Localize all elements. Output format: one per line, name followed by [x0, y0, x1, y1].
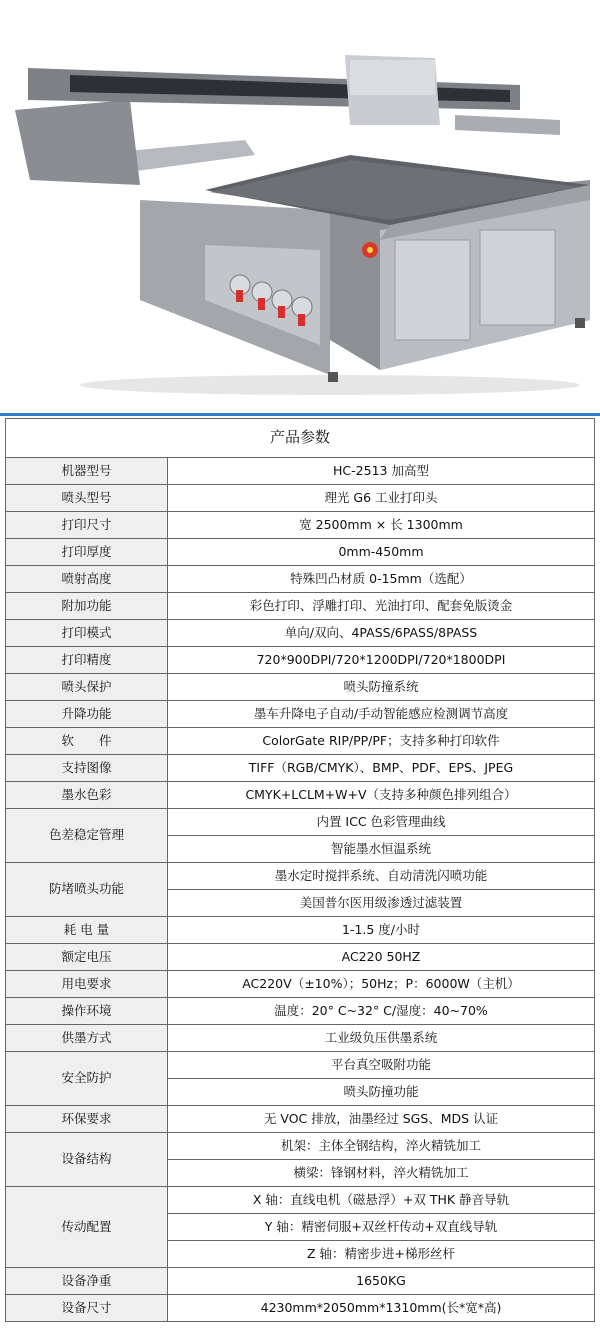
- spec-label: 喷头保护: [6, 674, 168, 701]
- spec-row: [6, 755, 595, 782]
- spec-row: [6, 944, 595, 971]
- spec-label: 机器型号: [6, 458, 168, 485]
- spec-label: 打印精度: [6, 647, 168, 674]
- spec-label: 耗 电 量: [6, 917, 168, 944]
- spec-value: 0mm-450mm: [168, 539, 595, 566]
- spec-value: 墨车升降电子自动/手动智能感应检测调节高度: [168, 701, 595, 728]
- spec-value: 平台真空吸附功能: [168, 1052, 595, 1079]
- spec-value: 特殊凹凸材质 0-15mm（选配）: [168, 566, 595, 593]
- spec-label: 喷射高度: [6, 566, 168, 593]
- spec-value: 4230mm*2050mm*1310mm(长*宽*高): [168, 1295, 595, 1322]
- spec-row: [6, 782, 595, 809]
- spec-row: [6, 593, 595, 620]
- spec-row: [6, 620, 595, 647]
- spec-label: 打印模式: [6, 620, 168, 647]
- spec-label: 环保要求: [6, 1106, 168, 1133]
- spec-row: [6, 458, 595, 485]
- spec-value: 无 VOC 排放，油墨经过 SGS、MDS 认证: [168, 1106, 595, 1133]
- spec-value: 单向/双向、4PASS/6PASS/8PASS: [168, 620, 595, 647]
- spec-value: Y 轴：精密伺服+双丝杆传动+双直线导轨: [168, 1214, 595, 1241]
- spec-value: TIFF（RGB/CMYK）、BMP、PDF、EPS、JPEG: [168, 755, 595, 782]
- spec-table-title-row: [6, 419, 595, 458]
- spec-value: 内置 ICC 色彩管理曲线: [168, 809, 595, 836]
- spec-row: [6, 863, 595, 890]
- spec-label: 供墨方式: [6, 1025, 168, 1052]
- spec-value: 彩色打印、浮雕打印、光油打印、配套免版烫金: [168, 593, 595, 620]
- spec-value: 机架：主体全钢结构，淬火精铣加工: [168, 1133, 595, 1160]
- spec-label: 设备结构: [6, 1133, 168, 1187]
- spec-value: AC220 50HZ: [168, 944, 595, 971]
- spec-value: HC-2513 加高型: [168, 458, 595, 485]
- spec-value: AC220V（±10%）；50Hz；P：6000W（主机）: [168, 971, 595, 998]
- spec-row: [6, 701, 595, 728]
- spec-row: [6, 1268, 595, 1295]
- spec-row: [6, 917, 595, 944]
- spec-value: 喷头防撞功能: [168, 1079, 595, 1106]
- spec-row: [6, 674, 595, 701]
- spec-label: 软 件: [6, 728, 168, 755]
- spec-label: 安全防护: [6, 1052, 168, 1106]
- spec-label: 色差稳定管理: [6, 809, 168, 863]
- spec-row: [6, 1106, 595, 1133]
- spec-label: 防堵喷头功能: [6, 863, 168, 917]
- spec-value: 理光 G6 工业打印头: [168, 485, 595, 512]
- spec-label: 设备净重: [6, 1268, 168, 1295]
- spec-value: 横梁：锋钢材料，淬火精铣加工: [168, 1160, 595, 1187]
- spec-row: [6, 1025, 595, 1052]
- spec-value: 1650KG: [168, 1268, 595, 1295]
- spec-value: 工业级负压供墨系统: [168, 1025, 595, 1052]
- spec-label: 打印厚度: [6, 539, 168, 566]
- spec-row: [6, 998, 595, 1025]
- printer-photo: [0, 0, 600, 415]
- spec-label: 设备尺寸: [6, 1295, 168, 1322]
- spec-row: [6, 647, 595, 674]
- spec-label: 用电要求: [6, 971, 168, 998]
- spec-row: [6, 539, 595, 566]
- spec-value: X 轴：直线电机（磁悬浮）+双 THK 静音导轨: [168, 1187, 595, 1214]
- spec-value: 智能墨水恒温系统: [168, 836, 595, 863]
- spec-value: Z 轴：精密步进+梯形丝杆: [168, 1241, 595, 1268]
- spec-label: 喷头型号: [6, 485, 168, 512]
- section-divider: [0, 413, 600, 416]
- spec-table-title: 产品参数: [6, 419, 595, 458]
- spec-value: 宽 2500mm × 长 1300mm: [168, 512, 595, 539]
- spec-row: [6, 1133, 595, 1160]
- spec-row: [6, 485, 595, 512]
- spec-row: [6, 1052, 595, 1079]
- spec-row: [6, 512, 595, 539]
- spec-table-body: [6, 419, 595, 1322]
- spec-value: ColorGate RIP/PP/PF；支持多种打印软件: [168, 728, 595, 755]
- spec-row: [6, 1295, 595, 1322]
- spec-row: [6, 971, 595, 998]
- spec-label: 支持图像: [6, 755, 168, 782]
- spec-value: 美国普尔医用级渗透过滤装置: [168, 890, 595, 917]
- spec-row: [6, 809, 595, 836]
- spec-row: [6, 1187, 595, 1214]
- spec-label: 传动配置: [6, 1187, 168, 1268]
- spec-label: 操作环境: [6, 998, 168, 1025]
- spec-label: 升降功能: [6, 701, 168, 728]
- spec-value: CMYK+LCLM+W+V（支持多种颜色排列组合）: [168, 782, 595, 809]
- spec-label: 打印尺寸: [6, 512, 168, 539]
- spec-row: [6, 566, 595, 593]
- spec-table: [5, 418, 595, 1322]
- spec-label: 附加功能: [6, 593, 168, 620]
- spec-row: [6, 728, 595, 755]
- spec-value: 1-1.5 度/小时: [168, 917, 595, 944]
- spec-label: 额定电压: [6, 944, 168, 971]
- spec-value: 温度：20° C~32° C/湿度：40~70%: [168, 998, 595, 1025]
- spec-value: 喷头防撞系统: [168, 674, 595, 701]
- uv-flatbed-printer-illustration: [0, 0, 600, 415]
- spec-value: 墨水定时搅拌系统、自动清洗闪喷功能: [168, 863, 595, 890]
- spec-label: 墨水色彩: [6, 782, 168, 809]
- spec-value: 720*900DPI/720*1200DPI/720*1800DPI: [168, 647, 595, 674]
